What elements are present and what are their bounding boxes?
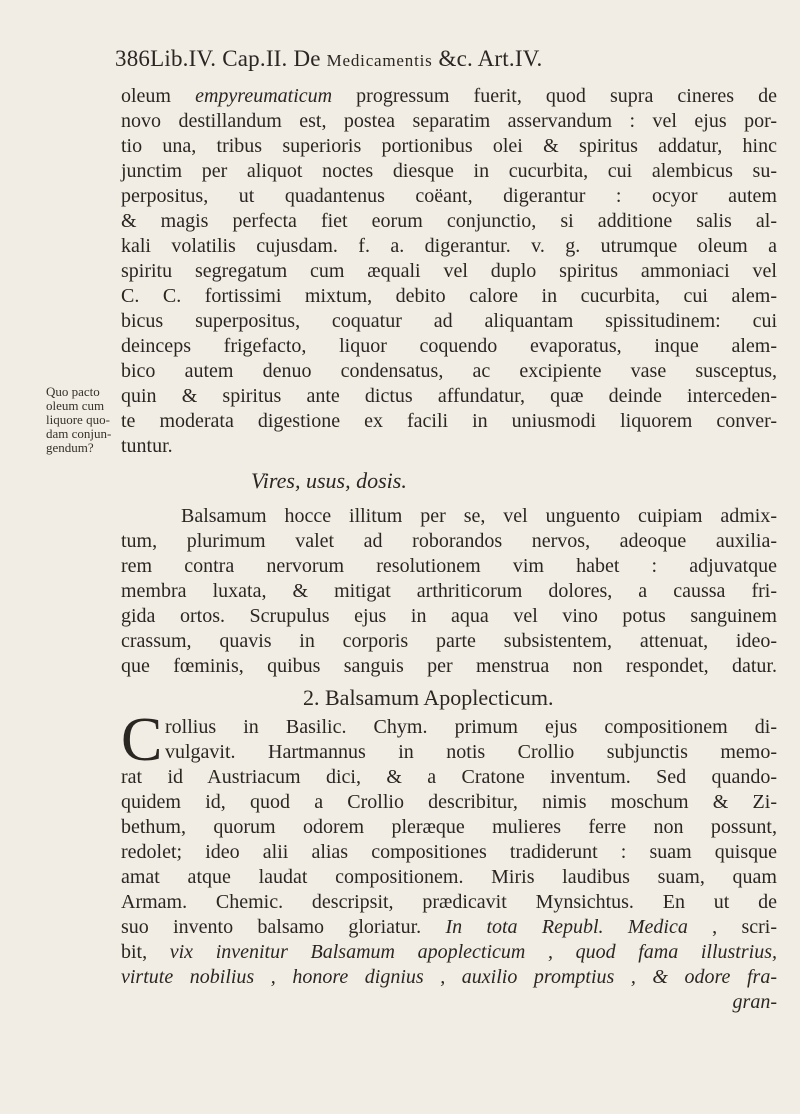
text-line: rollius in Basilic. Chym. primum ejus compositionem di- xyxy=(165,716,777,738)
text-line: quin & spiritus ante dictus affundatur, quæ deinde interceden- xyxy=(121,385,777,407)
margin-note-line: liquore quo- xyxy=(46,412,110,427)
drop-cap: C xyxy=(121,706,163,774)
text-line: te moderata digestione ex facili in uniusmodi liquorem conver- xyxy=(121,410,777,432)
text-line: oleum empyreumaticum progressum fuerit, quod supra cineres de xyxy=(121,85,777,107)
main-text xyxy=(121,84,777,1015)
text-line: bicus superpositus, coquatur ad aliquantam spissitudinem: cui xyxy=(121,310,777,332)
text-line: junctim per aliquot noctes diesque in cucurbita, cui alembicus su- xyxy=(121,160,777,182)
text-line: tuntur. xyxy=(121,435,173,457)
header-cap: Cap.II. xyxy=(222,46,288,71)
text-line: perpositus, ut quadantenus coëant, digerantur : ocyor autem xyxy=(121,185,777,207)
dropcap-block xyxy=(121,706,777,774)
text-line: virtute nobilius , honore dignius , auxilio promptius , & odore fra- xyxy=(121,966,777,988)
text-line: bit, vix invenitur Balsamum apoplecticum , quod fama illustrius, xyxy=(121,941,777,963)
margin-note-line: oleum cum xyxy=(46,398,105,413)
running-head xyxy=(115,46,543,72)
text-line: C. C. fortissimi mixtum, debito calore in cucurbita, cui alem- xyxy=(121,285,777,307)
section-heading-balsam: 2. Balsamum Apoplecticum. xyxy=(303,685,554,710)
text-line: suo invento balsamo gloriatur. In tota Republ. Medica , scri- xyxy=(121,916,778,938)
page-number: 386 xyxy=(115,46,151,71)
margin-note-line: Quo pacto xyxy=(46,384,100,399)
header-etc: &c. xyxy=(438,46,473,71)
margin-note-line: gendum? xyxy=(46,440,94,455)
text-line: rem contra nervorum resolutionem vim habet : adjuvatque xyxy=(121,555,777,577)
text-line: crassum, quavis in corporis parte subsistentem, attenuat, ideo- xyxy=(121,630,777,652)
text-line: deinceps frigefacto, liquor coquendo evaporatus, inque alem- xyxy=(121,335,777,357)
text-line: tum, plurimum valet ad roborandos nervos, adeoque auxilia- xyxy=(121,530,777,552)
margin-note-line: dam conjun- xyxy=(46,426,112,441)
header-art: Art.IV. xyxy=(477,46,543,71)
text-line: & magis perfecta fiet eorum conjunctio, si additione salis al- xyxy=(121,210,777,232)
text-line: redolet; ideo alii alias compositiones tradiderunt : suam quisque xyxy=(121,841,777,863)
text-line: vulgavit. Hartmannus in notis Crollio subjunctis memo- xyxy=(165,741,777,763)
paragraph-uses xyxy=(121,504,777,679)
text-line: spiritu segregatum cum æquali vel duplo spiritus ammoniaci vel xyxy=(121,260,777,282)
text-line: Armam. Chemic. descripsit, prædicavit Mynsichtus. En ut de xyxy=(121,891,777,913)
header-de: De xyxy=(293,46,321,71)
header-title: Medicamentis xyxy=(326,51,433,70)
header-lib: Lib.IV. xyxy=(150,46,217,71)
text-line: novo destillandum est, postea separatim asservandum : vel ejus por- xyxy=(121,110,777,132)
text-line: Balsamum hocce illitum per se, vel unguento cuipiam admix- xyxy=(181,505,777,527)
text-line: tio una, tribus superioris portionibus olei & spiritus addatur, hinc xyxy=(121,135,777,157)
text-line: bethum, quorum odorem pleræque mulieres ferre non possunt, xyxy=(121,816,777,838)
catchword: gran- xyxy=(732,991,777,1013)
text-line: quidem id, quod a Crollio describitur, nimis moschum & Zi- xyxy=(121,791,777,813)
text-line: bico autem denuo condensatus, ac excipiente vase susceptus, xyxy=(121,360,777,382)
paragraph-preparation xyxy=(121,84,777,459)
margin-note xyxy=(46,385,120,455)
paragraph-apoplectic xyxy=(121,706,778,1015)
text-line: rat id Austriacum dici, & a Cratone inventum. Sed quando- xyxy=(121,766,777,788)
text-line: membra luxata, & mitigat arthriticorum dolores, a caussa fri- xyxy=(121,580,777,602)
text-line: que fœminis, quibus sanguis per menstrua non respondet, datur. xyxy=(121,655,777,677)
text-line: amat atque laudat compositionem. Miris laudibus suam, quam xyxy=(121,866,777,888)
text-line: kali volatilis cujusdam. f. a. digerantur. v. g. utrumque oleum a xyxy=(121,235,777,257)
section-heading: Vires, usus, dosis. xyxy=(251,468,407,493)
text-line: gida ortos. Scrupulus ejus in aqua vel vino potus sanguinem xyxy=(121,605,777,627)
